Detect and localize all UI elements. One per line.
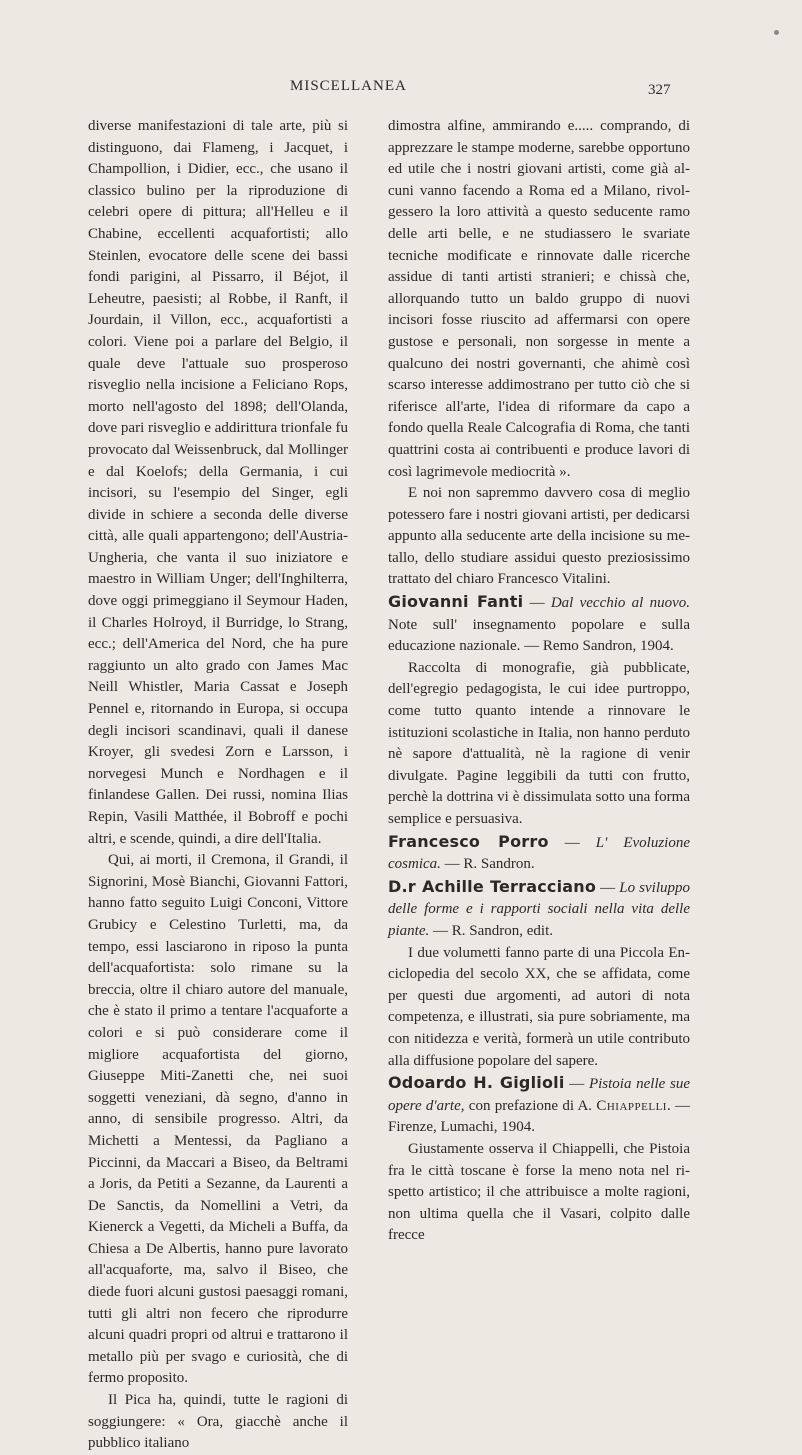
entry-title: Lo sviluppo delle forme e i rapporti sociali nella vita delle piante. <box>388 879 691 939</box>
entry-author: Giovanni Fanti <box>388 592 524 612</box>
paragraph: Qui, ai morti, il Cremona, il Grandi, il Signorini, Mosè Bianchi, Giovanni Fattori, hanno fatto seguito Luigi Conconi, Vittore Grubicy e Celestino Turletti, ma, da tempo, essi lasciarono in riposo la punta dell'acquafortista: solo rimane su la breccia, oltre il chiaro autore del manuale, che è stato il primo a tentare l'acquaforte a colori e si può considerare come il migliore acquafortista del giorno, Giuseppe Miti-Zanetti che, nei suoi soggetti veneziani, dà segno, d'anno in anno, di sensibile progresso. Altri, da Michetti a Mentessi, da Pagliano a Piccinni, da Maccari a Biseo, da Beltrami a Joris, da Petiti a Sezanne, da Laurenti a De Sanctis, da Nomellini a Vetri, da Kienerck a Vegetti, da Micheli a Buffa, da Chiesa a De Albertis, hanno pure lavorato all'acquaforte, ma, salvo il Biseo, che diede fuori alcuni gustosi paesaggi romani, tutti gli altri non fecero che riprodurre alcuni quadri propri od altrui e trattarono il metallo più per svago e curiosità, che di fermo proposito. <box>88 852 348 1387</box>
running-title: MISCELLANEA <box>290 78 407 94</box>
left-column <box>88 116 348 1455</box>
entry-dash: — <box>596 879 620 896</box>
entry-title: Dal vecchio al nuovo. <box>550 595 691 612</box>
bibliography-entry <box>388 876 690 943</box>
paragraph: E noi non sapremmo davvero cosa di meglio potessero fare i nostri giovani artisti, per dedicarsi appunto alla seducente arte della incisione su metallo, dello studiare assidui questo preziosissimo trattato del chiaro Francesco Vitalini. <box>388 485 690 588</box>
entry-title: Pistoia nelle sue opere d'arte, <box>388 1076 691 1114</box>
paragraph: Raccolta di monografie, già pubblicate, dell'egregio pedagogista, le cui idee purtroppo, come tutto quanto intende a rinnovare le istituzioni scolastiche in Italia, non hanno perduto nè sapore d'attualità, nè la ragione di venir divulgate. Pagine leggibili da tutti con frutto, perchè la dottrina vi è dissimulata sotto una forma semplice e persuasiva. <box>388 659 690 827</box>
entry-preface: con prefazione di A. <box>464 1097 597 1114</box>
entry-publication: . — Firenze, Lumachi, 1904. <box>388 1097 691 1136</box>
entry-author: Odoardo H. Giglioli <box>388 1073 565 1093</box>
paragraph: Giustamente osserva il Chiappelli, che Pistoia fra le città toscane è forse la meno nota nel rispetto artistico; il che attribuisce a molte ragioni, non ultima quella che il Vasari, colpito dalle frecce <box>388 1140 690 1244</box>
entry-dash: — <box>523 595 551 612</box>
paragraph: I due volumetti fanno parte di una Piccola Enciclopedia del secolo XX, che se affidata, come per questi due argomenti, ad autori di nota competenza, e illustrati, sia pure sobriamente, ma con nitidezza e verità, formerà un utile contributo alla diffusione popolare del sapere. <box>388 944 690 1069</box>
page-header <box>0 78 802 102</box>
entry-dash: — <box>548 834 596 851</box>
bibliography-entry <box>388 591 690 658</box>
entry-publication: — R. Sandron. <box>440 856 535 873</box>
entry-author: D.r Achille Terracciano <box>388 876 597 896</box>
entry-publication: Note sull' insegnamento popolare e sulla educazione nazionale. — Remo Sandron, 1904. <box>388 616 690 655</box>
page-number: 327 <box>648 82 671 98</box>
right-column <box>388 116 690 1247</box>
paragraph: Il Pica ha, quindi, tutte le ragioni di soggiungere: « Ora, giacchè anche il pubblico italiano <box>88 1392 348 1452</box>
paragraph: dimostra alfine, ammirando e..... comprando, di apprezzare le stampe moderne, sarebbe opportuno ed utile che i nostri giovani artisti, come già alcuni vanno facendo a Roma ed a Milano, rivolgessero la loro attività a questo seducente ramo delle arti belle, e ne studiassero le svariate tecniche modificate e rinnovate dalle ricerche assidue di tanti artisti stranieri; e chissà che, allorquando tutto un baldo gruppo di nuovi incisori fosse riuscito ad affermarsi con opere gustose e personali, non sorgesse in mente a qualcuno dei nostri governanti, che ahimè così scarso interesse addimostrano per tutto ciò che si riferisce all'arte, l'idea di riformare da capo a fondo quella Reale Calcografia di Roma, che tanti quattrini costa ai contribuenti e produce lavori di così lagrimevole mediocrità ». <box>388 118 690 480</box>
entry-preface-author: Chiappelli <box>596 1097 667 1114</box>
bibliography-entry <box>388 1072 690 1139</box>
entry-dash: — <box>564 1076 589 1093</box>
entry-title: L' Evoluzione cosmica. <box>388 834 690 873</box>
entry-author: Francesco Porro <box>388 831 549 851</box>
paper-speck <box>774 30 779 35</box>
paragraph: diverse manifestazioni di tale arte, più si distinguono, dai Flameng, i Jacquet, i Champollion, i Didier, ecc., che usano il classico bulino per la riproduzione di celebri opere di pittura; all'Helleu e il Chabine, eccellenti acquafortisti; allo Steinlen, evocatore delle scene dei bassi fondi parigini, al Pissarro, il Béjot, il Leheutre, paesisti; al Robbe, il Ranft, il Jourdain, il Villon, ecc., acquafortisti a colori. Viene poi a parlare del Belgio, il quale deve l'attuale suo prosperoso risveglio nella incisione a Feliciano Rops, morto nell'agosto del 1898; dell'Olanda, dove pari risveglio e addirittura trionfale fu provocato dal Weissenbruck, dal Mollinger e dal Koelofs; della Germania, i cui incisori, su l'esempio del Singer, egli divide in schiere a seconda delle diverse città, alle quali appartengono; dell'Austria-Ungheria, che vanta il suo iniziatore e maestro in William Unger; dell'Inghilterra, dove oggi primeggiano il Seymour Haden, il Charles Holroyd, il Burridge, lo Strang, ecc.; dell'America del Nord, che ha pure raggiunto un alto grado con James Mac Neill Whistler, Maria Cassat e Joseph Pennel e, ritornando in Europa, si occupa degli incisori scandinavi, quali il danese Kroyer, gli svedesi Zorn e Larsson, i norvegesi Munch e Nordhagen e il finlandese Gallen. Dei russi, nomina Ilias Repin, Vasili Matthée, il Bobroff e pochi altri, e scende, quindi, a dire dell'Italia. <box>88 118 348 847</box>
entry-publication: — R. Sandron, edit. <box>429 922 553 939</box>
bibliography-entry <box>388 831 690 876</box>
